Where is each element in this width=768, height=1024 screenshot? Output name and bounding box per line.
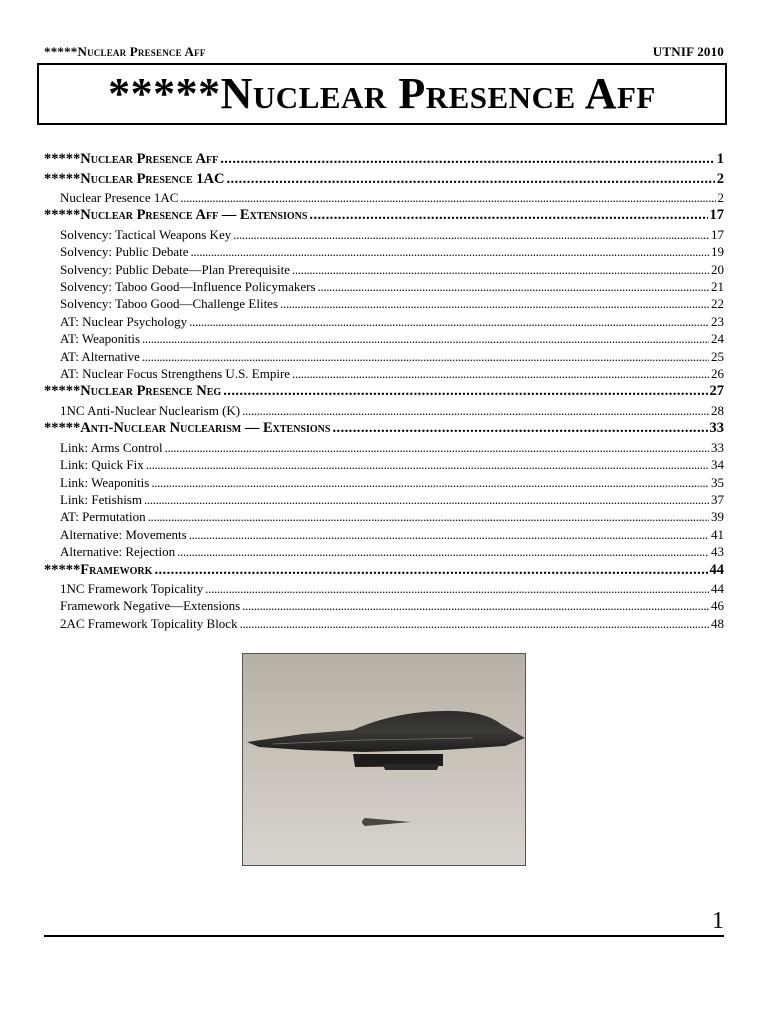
toc-dot-leader	[226, 171, 714, 188]
toc-dot-leader	[220, 151, 715, 168]
toc-section-heading[interactable]	[44, 420, 724, 440]
toc-entry[interactable]	[44, 492, 724, 509]
toc-entry-page: 21	[711, 279, 724, 295]
toc-section-heading[interactable]	[44, 151, 724, 171]
toc-entry-label: Link: Weaponitis	[60, 474, 150, 490]
stealth-bomber-image	[243, 654, 525, 865]
toc-entry-label: Alternative: Movements	[60, 526, 187, 542]
toc-entry-label: Link: Arms Control	[60, 439, 163, 455]
toc-entry-page: 39	[711, 509, 724, 525]
toc-dot-leader	[189, 314, 709, 330]
toc-entry[interactable]	[44, 457, 724, 474]
toc-entry-label: AT: Weaponitis	[60, 331, 141, 347]
toc-entry[interactable]	[44, 349, 724, 366]
page-title: *****Nuclear Presence Aff	[108, 69, 656, 118]
toc-entry[interactable]	[44, 262, 724, 279]
toc-entry[interactable]	[44, 244, 724, 261]
toc-dot-leader	[240, 616, 709, 632]
toc-entry[interactable]	[44, 509, 724, 526]
toc-entry[interactable]	[44, 616, 724, 633]
toc-entry-label: Solvency: Taboo Good—Challenge Elites	[60, 296, 279, 312]
toc-dot-leader	[177, 544, 709, 560]
toc-section-heading[interactable]	[44, 383, 724, 403]
toc-dot-leader	[180, 190, 715, 206]
toc-entry[interactable]	[44, 581, 724, 598]
toc-entry-label: *****Anti-Nuclear Nuclearism — Extensions	[44, 420, 331, 437]
toc-entry-label: Link: Fetishism	[60, 491, 142, 507]
toc-entry-page: 2	[717, 190, 724, 205]
toc-entry-label: *****Nuclear Presence 1AC	[44, 170, 225, 187]
table-of-contents	[44, 151, 724, 633]
toc-entry-label: Solvency: Public Debate—Plan Prerequisite	[60, 261, 290, 277]
toc-entry-page: 46	[711, 598, 724, 614]
running-header	[44, 44, 724, 60]
toc-entry[interactable]	[44, 598, 724, 615]
running-header-right: UTNIF 2010	[652, 44, 724, 59]
toc-dot-leader	[191, 244, 709, 260]
toc-entry-page: 22	[711, 296, 724, 312]
toc-entry[interactable]	[44, 527, 724, 544]
toc-entry-label: Nuclear Presence 1AC	[60, 190, 179, 205]
toc-entry[interactable]	[44, 227, 724, 244]
toc-entry[interactable]	[44, 331, 724, 348]
toc-entry-page: 24	[711, 331, 724, 347]
toc-dot-leader	[332, 420, 707, 437]
toc-dot-leader	[142, 349, 709, 365]
toc-entry-page: 41	[711, 526, 724, 542]
toc-dot-leader	[233, 227, 709, 243]
page-number: 1	[712, 908, 724, 934]
toc-entry-label: *****Nuclear Presence Neg	[44, 383, 222, 400]
toc-entry-label: Link: Quick Fix	[60, 457, 144, 473]
toc-entry-label: *****Nuclear Presence Aff	[44, 151, 219, 167]
toc-entry[interactable]	[44, 366, 724, 383]
toc-entry[interactable]	[44, 544, 724, 561]
toc-entry-label: AT: Permutation	[60, 509, 146, 525]
toc-entry-page: 37	[711, 491, 724, 507]
toc-entry-page: 33	[709, 420, 724, 437]
toc-entry-page: 17	[709, 207, 724, 224]
toc-entry-label: AT: Nuclear Focus Strengthens U.S. Empire	[60, 366, 291, 382]
toc-entry-label: 1NC Framework Topicality	[60, 581, 204, 597]
toc-entry-page: 20	[711, 261, 724, 277]
toc-dot-leader	[205, 581, 709, 597]
toc-dot-leader	[165, 440, 709, 456]
toc-dot-leader	[318, 279, 709, 295]
toc-entry-page: 44	[711, 581, 724, 597]
toc-dot-leader	[148, 509, 709, 525]
toc-dot-leader	[146, 457, 709, 473]
toc-section-heading[interactable]	[44, 207, 724, 227]
toc-entry[interactable]	[44, 190, 724, 207]
toc-dot-leader	[242, 403, 709, 419]
toc-dot-leader	[151, 475, 709, 491]
toc-entry-label: Solvency: Taboo Good—Influence Policymakers	[60, 279, 316, 295]
toc-dot-leader	[189, 527, 709, 543]
stealth-bomber-photo	[242, 653, 526, 866]
toc-dot-leader	[309, 207, 707, 224]
toc-entry-page: 34	[711, 457, 724, 473]
running-header-left: *****Nuclear Presence Aff	[44, 44, 206, 59]
toc-entry-label: *****Framework	[44, 561, 153, 578]
toc-entry[interactable]	[44, 475, 724, 492]
toc-dot-leader	[292, 262, 709, 278]
toc-entry-page: 44	[709, 561, 724, 578]
toc-section-heading[interactable]	[44, 562, 724, 582]
toc-entry-page: 25	[711, 348, 724, 364]
toc-entry-label: Alternative: Rejection	[60, 544, 176, 560]
toc-entry-label: AT: Alternative	[60, 348, 140, 364]
toc-entry[interactable]	[44, 403, 724, 420]
toc-entry-page: 35	[711, 474, 724, 490]
toc-dot-leader	[154, 562, 707, 579]
footer-rule	[44, 935, 724, 937]
toc-entry-page: 17	[711, 226, 724, 242]
toc-entry[interactable]	[44, 279, 724, 296]
toc-entry-page: 2	[716, 170, 724, 187]
title-box	[37, 63, 727, 125]
toc-entry-label: 1NC Anti-Nuclear Nuclearism (K)	[60, 402, 241, 418]
toc-entry[interactable]	[44, 314, 724, 331]
toc-entry-label: AT: Nuclear Psychology	[60, 313, 188, 329]
toc-dot-leader	[242, 598, 709, 614]
toc-dot-leader	[142, 331, 709, 347]
toc-dot-leader	[292, 366, 709, 382]
toc-entry-page: 33	[711, 439, 724, 455]
toc-entry-page: 48	[711, 615, 724, 631]
toc-entry-page: 19	[711, 244, 724, 260]
toc-entry-label: 2AC Framework Topicality Block	[60, 615, 238, 631]
toc-entry[interactable]	[44, 440, 724, 457]
toc-entry-label: Solvency: Public Debate	[60, 244, 189, 260]
toc-entry[interactable]	[44, 296, 724, 313]
toc-entry-page: 1	[716, 151, 724, 167]
toc-entry-page: 28	[711, 402, 724, 418]
toc-entry-label: Solvency: Tactical Weapons Key	[60, 226, 232, 242]
toc-entry-page: 43	[711, 544, 724, 560]
toc-entry-label: Framework Negative—Extensions	[60, 598, 241, 614]
toc-entry-label: *****Nuclear Presence Aff — Extensions	[44, 207, 308, 224]
toc-entry-page: 23	[711, 313, 724, 329]
toc-section-heading[interactable]	[44, 171, 724, 191]
toc-dot-leader	[144, 492, 709, 508]
toc-entry-page: 26	[711, 366, 724, 382]
toc-entry-page: 27	[709, 383, 724, 400]
toc-dot-leader	[280, 296, 709, 312]
toc-dot-leader	[223, 383, 707, 400]
